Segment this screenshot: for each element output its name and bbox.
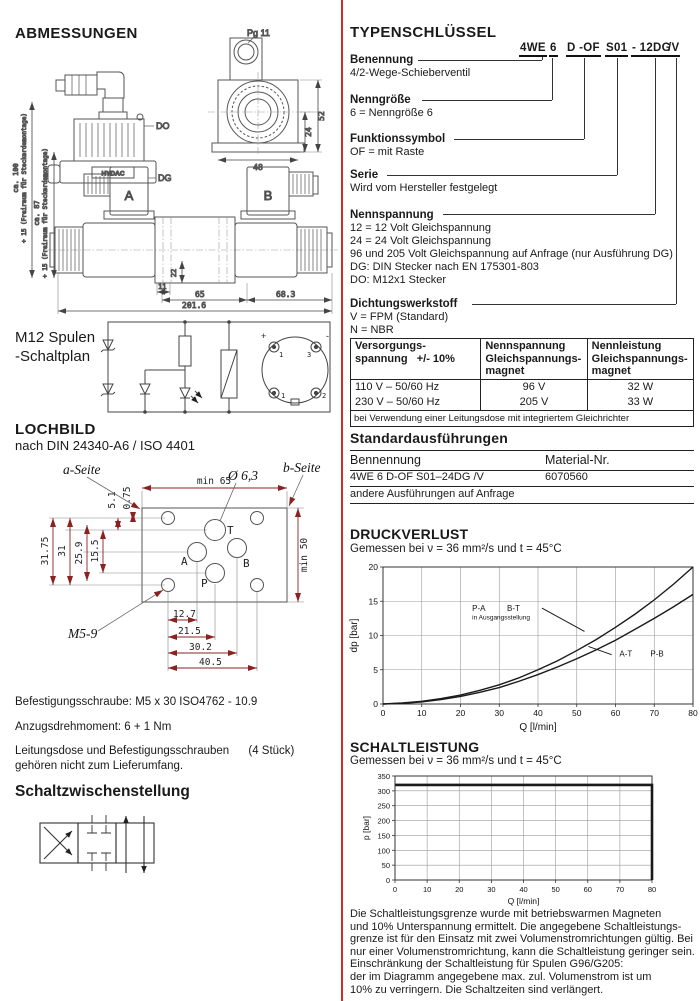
dim-68-3: 68.3 (276, 290, 296, 299)
footer-line: Einschränkung der Schaltleistung für Spulen G96/G205: (350, 958, 624, 971)
connector-nenngroesse (422, 100, 552, 101)
svg-text:P-A: P-A (472, 603, 486, 613)
dim-52: 52 (317, 111, 326, 121)
table-row (351, 395, 694, 411)
table-footnote-row (351, 410, 694, 426)
connector-serie-drop (617, 58, 618, 175)
svg-text:30: 30 (487, 885, 496, 894)
dim-48: 48 (253, 163, 263, 172)
svg-text:20: 20 (455, 708, 466, 718)
do-label: DO (156, 121, 170, 131)
svg-text:30: 30 (494, 708, 504, 718)
cell-voltage-110: 110 V – 50/60 Hz (351, 379, 481, 395)
svg-text:80: 80 (647, 885, 657, 894)
druckverlust-title: DRUCKVERLUST (350, 526, 469, 542)
note-anzugsdrehmoment: Anzugsdrehmoment: 6 + 1 Nm (15, 721, 172, 733)
section-label-benennung: Benennung (350, 54, 414, 66)
svg-text:300: 300 (377, 786, 390, 796)
dim-21-5: 21.5 (178, 626, 201, 637)
dim-5-1: 5.1 (107, 491, 118, 509)
svg-text:5: 5 (373, 664, 378, 675)
pin-minus-label: - (326, 331, 329, 341)
svg-text:20: 20 (455, 885, 464, 894)
diameter-label: Ø 6,3 (228, 468, 258, 483)
front-view-drawing (208, 28, 326, 172)
standard-col1-header: Bennennung (350, 453, 421, 467)
port-a-label: A (181, 555, 188, 568)
port-t-label: T (227, 524, 234, 537)
svg-text:40: 40 (519, 885, 528, 894)
svg-text:dp [bar]: dp [bar] (349, 618, 360, 653)
connector-benennung-drop (542, 57, 543, 60)
footer-line: grenze ist für den Einsatz mit zwei Volumenstromrichtungen gültig. Bei (350, 933, 693, 946)
svg-text:40: 40 (533, 708, 543, 718)
dim-11: 11 (158, 283, 167, 291)
section-text-funktionssymbol: OF = mit Raste (350, 146, 425, 158)
svg-text:350: 350 (377, 772, 390, 781)
cell-32w: 32 W (587, 379, 693, 395)
typenschluessel-title: TYPENSCHLÜSSEL (350, 24, 497, 41)
m12-circuit-diagram (15, 312, 345, 424)
cell-33w: 33 W (587, 395, 693, 411)
section-text-nenngroesse: 6 = Nenngröße 6 (350, 107, 433, 119)
dim-65: 65 (195, 290, 205, 299)
footer-line: Die Schaltleistungsgrenze wurde mit betriebswarmen Magneten (350, 908, 662, 920)
voltage-table (350, 338, 694, 427)
standard-title: Standardausführungen (350, 430, 509, 446)
dim-0-75: 0.75 (122, 486, 133, 510)
svg-text:70: 70 (649, 708, 659, 718)
pin-1-top-label: 1 (279, 351, 284, 359)
section-text-nennspannung-2: 24 = 24 Volt Gleichspannung (350, 235, 491, 247)
svg-text:100: 100 (377, 846, 390, 856)
dim-31: 31 (57, 545, 68, 557)
connector-serie (387, 175, 617, 176)
vertical-note-freiraum-2: + 15 (Freiraum für Steckerdemontage) (42, 147, 49, 279)
standard-note: andere Ausführungen auf Anfrage (350, 488, 515, 500)
section-label-nenngroesse: Nenngröße (350, 94, 411, 106)
lochbild-title: LOCHBILD (15, 421, 96, 438)
port-p-label: P (201, 577, 208, 590)
section-label-funktionssymbol: Funktionssymbol (350, 133, 446, 145)
coil-b-label: B (263, 188, 273, 203)
coil-a-label: A (124, 188, 134, 203)
pin-1-bottom-label: 1 (281, 392, 286, 400)
standard-header-row (350, 450, 694, 471)
schaltzwischenstellung-title: Schaltzwischenstellung (15, 783, 190, 800)
svg-text:20: 20 (368, 562, 378, 572)
connector-funktionssymbol (454, 139, 584, 140)
a-seite-label: a-Seite (63, 462, 101, 477)
dim-40-5: 40.5 (199, 657, 222, 668)
valve-symbol-drawing (22, 803, 212, 887)
svg-text:B-T: B-T (507, 603, 520, 613)
lochbild-subtitle: nach DIN 24340-A6 / ISO 4401 (15, 438, 195, 453)
abmessungen-title: ABMESSUNGEN (15, 25, 138, 42)
svg-text:0: 0 (385, 876, 390, 885)
m5-9-label: M5-9 (68, 626, 98, 641)
connector-dichtungswerkstoff-drop (676, 58, 677, 304)
svg-text:50: 50 (572, 708, 582, 718)
hydac-logo-label: HYDAC (101, 170, 125, 178)
svg-text:P-B: P-B (650, 649, 664, 659)
svg-text:Q [l/min]: Q [l/min] (507, 896, 540, 906)
table-header-row (351, 339, 694, 380)
vertical-note-ca100: ca. 100 (12, 163, 20, 193)
svg-text:Q [l/min]: Q [l/min] (519, 722, 557, 733)
section-text-nennspannung-4: DG: DIN Stecker nach EN 175301-803 (350, 261, 539, 273)
table-row (351, 379, 694, 395)
section-text-dichtung-2: N = NBR (350, 324, 394, 336)
dim-201-6: 201.6 (182, 301, 207, 310)
svg-text:50: 50 (381, 861, 390, 871)
svg-text:10: 10 (368, 630, 378, 641)
dim-24: 24 (304, 127, 313, 137)
col-header-versorgungsspannung: Versorgungs- spannung +/- 10% (351, 339, 481, 380)
pin-3-label: 3 (307, 351, 312, 359)
mounting-plate (142, 508, 287, 602)
col-header-nennleistung: Nennleistung Gleichspannungs- magnet (587, 339, 693, 380)
svg-text:0: 0 (380, 708, 386, 718)
b-seite-label: b-Seite (283, 460, 321, 475)
m12-schaltplan-title: M12 Spulen -Schaltplan (15, 329, 96, 365)
code-segment-4we: 4WE (519, 42, 547, 57)
svg-text:250: 250 (377, 801, 390, 811)
valve-assembly-drawing (12, 102, 338, 314)
code-segment-v: /V (667, 42, 680, 57)
svg-text:50: 50 (551, 885, 560, 894)
code-segment-d-of: D -OF (566, 42, 601, 57)
svg-text:70: 70 (615, 885, 625, 894)
port-b-label: B (243, 557, 250, 570)
svg-text:150: 150 (377, 831, 390, 841)
connector-nennspannung (443, 214, 655, 215)
svg-text:200: 200 (377, 816, 390, 826)
svg-text:0: 0 (392, 885, 398, 894)
dg-label: DG (158, 173, 172, 183)
standard-col2-header: Material-Nr. (545, 453, 610, 467)
footer-line: und 10% Unterspannung ermittelt. Die angegebene Schaltleistungs- (350, 920, 682, 933)
svg-text:10: 10 (417, 708, 427, 718)
code-segment-12dg: - 12DG (631, 42, 672, 57)
svg-text:10: 10 (422, 885, 432, 894)
dim-12-7: 12.7 (173, 609, 196, 620)
dim-25-9: 25.9 (74, 541, 85, 565)
svg-text:80: 80 (688, 708, 698, 718)
code-segment-s01: S01 (605, 42, 628, 57)
schaltleistung-title: SCHALTLEISTUNG (350, 739, 480, 755)
table-footnote: bei Verwendung einer Leitungsdose mit integriertem Gleichrichter (351, 410, 694, 426)
connector-dichtungswerkstoff (472, 304, 676, 305)
section-label-serie: Serie (350, 169, 379, 181)
dim-22: 22 (170, 268, 178, 278)
lochbild-drawing (15, 455, 345, 685)
dim-min50: min 50 (299, 537, 310, 573)
schaltleistung-subtitle: Gemessen bei ν = 36 mm²/s und t = 45°C (350, 755, 562, 767)
connector-benennung (418, 60, 542, 61)
note-leitungsdose-2: gehören nicht zum Lieferumfang. (15, 760, 184, 772)
svg-text:in Ausgangsstellung: in Ausgangsstellung (472, 614, 530, 622)
standard-data-row (350, 469, 694, 487)
pin-2-label: 2 (322, 392, 327, 400)
vertical-note-freiraum-1: + 15 (Freiraum für Steckerdemontage) (21, 112, 28, 244)
svg-text:p [bar]: p [bar] (361, 815, 371, 841)
note-leitungsdose-1: Leitungsdose und Befestigungsschrauben (4 Stück) (15, 745, 295, 757)
cell-96v: 96 V (481, 379, 587, 395)
section-text-nennspannung-3: 96 und 205 Volt Gleichspannung auf Anfrage (nur Ausführung DG) (350, 248, 673, 260)
footer-line: der im Diagramm angegebene max. zul. Volumenstrom ist um (350, 970, 652, 983)
pin-plus-label: + (261, 331, 267, 341)
dim-30-2: 30.2 (189, 642, 212, 653)
footer-line: nur einer Volumenstromrichtung, kann die Schaltleistung geringer sein. (350, 945, 695, 958)
code-segment-6: 6 (549, 42, 558, 57)
note-befestigungsschraube: Befestigungsschraube: M5 x 30 ISO4762 - 10.9 (15, 696, 258, 708)
section-text-benennung: 4/2-Wege-Schieberventil (350, 67, 471, 79)
druckverlust-subtitle: Gemessen bei ν = 36 mm²/s und t = 45°C (350, 543, 562, 555)
svg-text:0: 0 (373, 699, 378, 709)
standard-material-nr-value: 6070560 (545, 471, 588, 483)
druckverlust-chart (349, 557, 698, 737)
section-label-dichtungswerkstoff: Dichtungswerkstoff (350, 298, 458, 310)
svg-text:60: 60 (610, 708, 621, 718)
schaltleistung-chart (350, 768, 695, 908)
svg-text:60: 60 (583, 885, 592, 894)
side-view-drawing (48, 72, 170, 183)
svg-text:15: 15 (368, 596, 378, 607)
standard-note-row (350, 486, 694, 504)
connector-nenngroesse-drop (552, 58, 553, 100)
dim-31-75: 31.75 (40, 536, 51, 566)
footer-line: 10% zu verringern. Die Schaltzeiten sind verlängert. (350, 983, 604, 996)
vertical-note-ca87: ca. 87 (33, 200, 41, 226)
connector-funktionssymbol-drop (584, 58, 585, 139)
section-label-nennspannung: Nennspannung (350, 209, 434, 221)
section-text-dichtung-1: V = FPM (Standard) (350, 311, 449, 323)
svg-text:A-T: A-T (619, 649, 633, 659)
dimension-drawing (10, 28, 342, 316)
section-text-serie: Wird vom Hersteller festgelegt (350, 182, 498, 194)
section-text-nennspannung-1: 12 = 12 Volt Gleichspannung (350, 222, 491, 234)
cell-voltage-230: 230 V – 50/60 Hz (351, 395, 481, 411)
dim-min65: min 65 (196, 476, 232, 487)
footer-paragraph (350, 908, 698, 996)
cell-205v: 205 V (481, 395, 587, 411)
col-header-nennspannung: Nennspannung Gleichspannungs- magnet (481, 339, 587, 380)
pg11-label: Pg 11 (247, 28, 270, 38)
dim-15-5: 15.5 (90, 539, 101, 563)
standard-type-value: 4WE 6 D-OF S01–24DG /V (350, 471, 484, 483)
connector-nennspannung-drop (655, 58, 656, 214)
section-text-nennspannung-5: DO: M12x1 Stecker (350, 274, 446, 286)
